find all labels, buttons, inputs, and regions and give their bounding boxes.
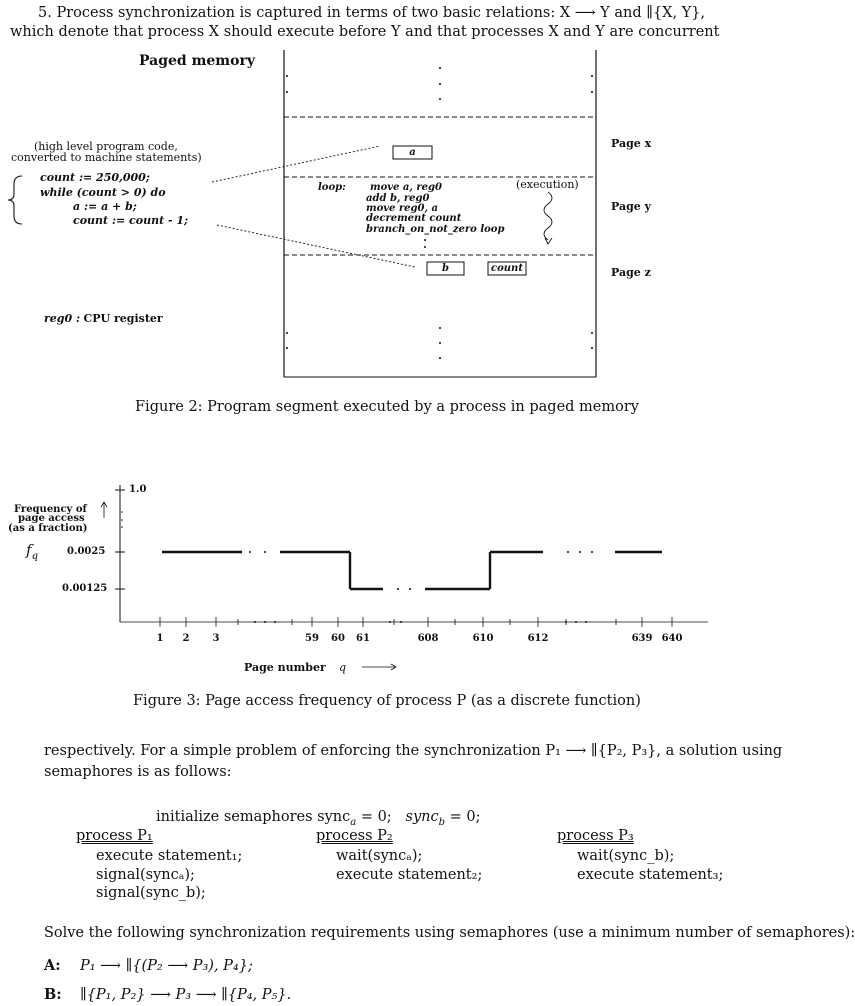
init-line: initialize semaphores sync$_a$ = 0; sync$_b$ = 0;: [156, 809, 481, 828]
x-tick-label: 608: [417, 633, 439, 644]
question-b-label: B:: [44, 986, 62, 1003]
init-text: initialize semaphores sync: [156, 809, 351, 825]
proc1-title: process P₁: [76, 828, 153, 844]
x-label-var: q: [339, 661, 347, 674]
asm-loop-label: loop:: [318, 182, 346, 193]
x-tick-label: 2: [182, 633, 190, 644]
proc3-line-1: wait(sync_b);: [577, 848, 675, 864]
code-line-1: count := 250,000;: [40, 171, 150, 184]
asm-line-4: decrement count: [366, 213, 462, 224]
question-b: ∥{P₁, P₂} ⟶ P₃ ⟶ ∥{P₄, P₅}.: [80, 987, 292, 1003]
x-label: Page number: [244, 661, 326, 674]
code-caption-2: converted to machine statements): [11, 151, 202, 164]
fig2-title: Paged memory: [139, 53, 255, 69]
y-label-3: (as a fraction): [8, 523, 88, 534]
asm-line-1: move a, reg0: [370, 182, 442, 193]
code-line-3: a := a + b;: [73, 200, 137, 213]
y-label-2: page access: [18, 513, 85, 524]
page-x-label: Page x: [611, 137, 652, 150]
fq-label: [26, 541, 38, 562]
x-tick-label: 610: [472, 633, 494, 644]
para-2: semaphores is as follows:: [44, 764, 232, 780]
ytick-0.00125: 0.00125: [62, 583, 108, 594]
x-tick-label: 60: [331, 633, 345, 644]
proc3-line-2: execute statement₃;: [577, 867, 724, 883]
fig2-caption: Figure 2: Program segment executed by a process in paged memory: [135, 399, 639, 415]
asm-line-3: move reg0, a: [366, 203, 438, 214]
para-1: respectively. For a simple problem of enforcing the synchronization P₁ ⟶ ∥{P₂, P₃}, a solution using: [44, 743, 783, 759]
proc1-line-1: execute statement₁;: [96, 848, 243, 864]
ytick-1: 1.0: [129, 484, 147, 495]
x-tick-label: 59: [305, 633, 319, 644]
box-b: b: [442, 263, 449, 274]
proc2-line-1: wait(syncₐ);: [336, 848, 423, 864]
question-a: P₁ ⟶ ∥{(P₂ ⟶ P₃), P₄};: [80, 958, 253, 974]
fig3-caption: Figure 3: Page access frequency of process P (as a discrete function): [133, 693, 641, 709]
proc2-line-2: execute statement₂;: [336, 867, 483, 883]
page-y-label: Page y: [611, 200, 652, 213]
code-line-2: while (count > 0) do: [40, 186, 166, 199]
x-tick-label: 1: [156, 633, 164, 644]
solve-line: Solve the following synchronization requirements using semaphores (use a minimum number of semaphores):: [44, 925, 855, 941]
x-tick-label: 61: [356, 633, 370, 644]
fq-subscript: q: [31, 551, 38, 562]
code-line-4: count := count - 1;: [73, 214, 189, 227]
fq-symbol: f: [26, 541, 32, 559]
code-caption-1: (high level program code,: [34, 140, 178, 153]
proc1-line-2: signal(syncₐ);: [96, 867, 195, 883]
x-tick-label: 640: [661, 633, 683, 644]
y-label-1: Frequency of: [14, 504, 87, 515]
reg-label: reg0 :: [44, 312, 81, 325]
proc1-line-3: signal(sync_b);: [96, 885, 206, 901]
x-tick-label: 612: [527, 633, 549, 644]
box-count: count: [491, 263, 523, 274]
asm-line-2: add b, reg0: [366, 193, 430, 204]
box-a: a: [409, 147, 416, 158]
ytick-0.0025: 0.0025: [67, 546, 106, 557]
proc2-title: process P₂: [316, 828, 393, 844]
page-z-label: Page z: [611, 266, 651, 279]
x-tick-label: 639: [631, 633, 653, 644]
reg-desc: CPU register: [83, 312, 163, 325]
x-tick-label: 3: [212, 633, 220, 644]
asm-line-5: branch_on_not_zero loop: [366, 224, 505, 235]
intro-line-1: 5. Process synchronization is captured in terms of two basic relations: X ⟶ Y and ∥{X, Y},: [38, 5, 706, 21]
question-a-label: A:: [44, 957, 61, 974]
intro-line-2: which denote that process X should execute before Y and that processes X and Y are concurrent: [10, 24, 720, 40]
execution-label: (execution): [516, 178, 579, 191]
proc3-title: process P₃: [557, 828, 634, 844]
